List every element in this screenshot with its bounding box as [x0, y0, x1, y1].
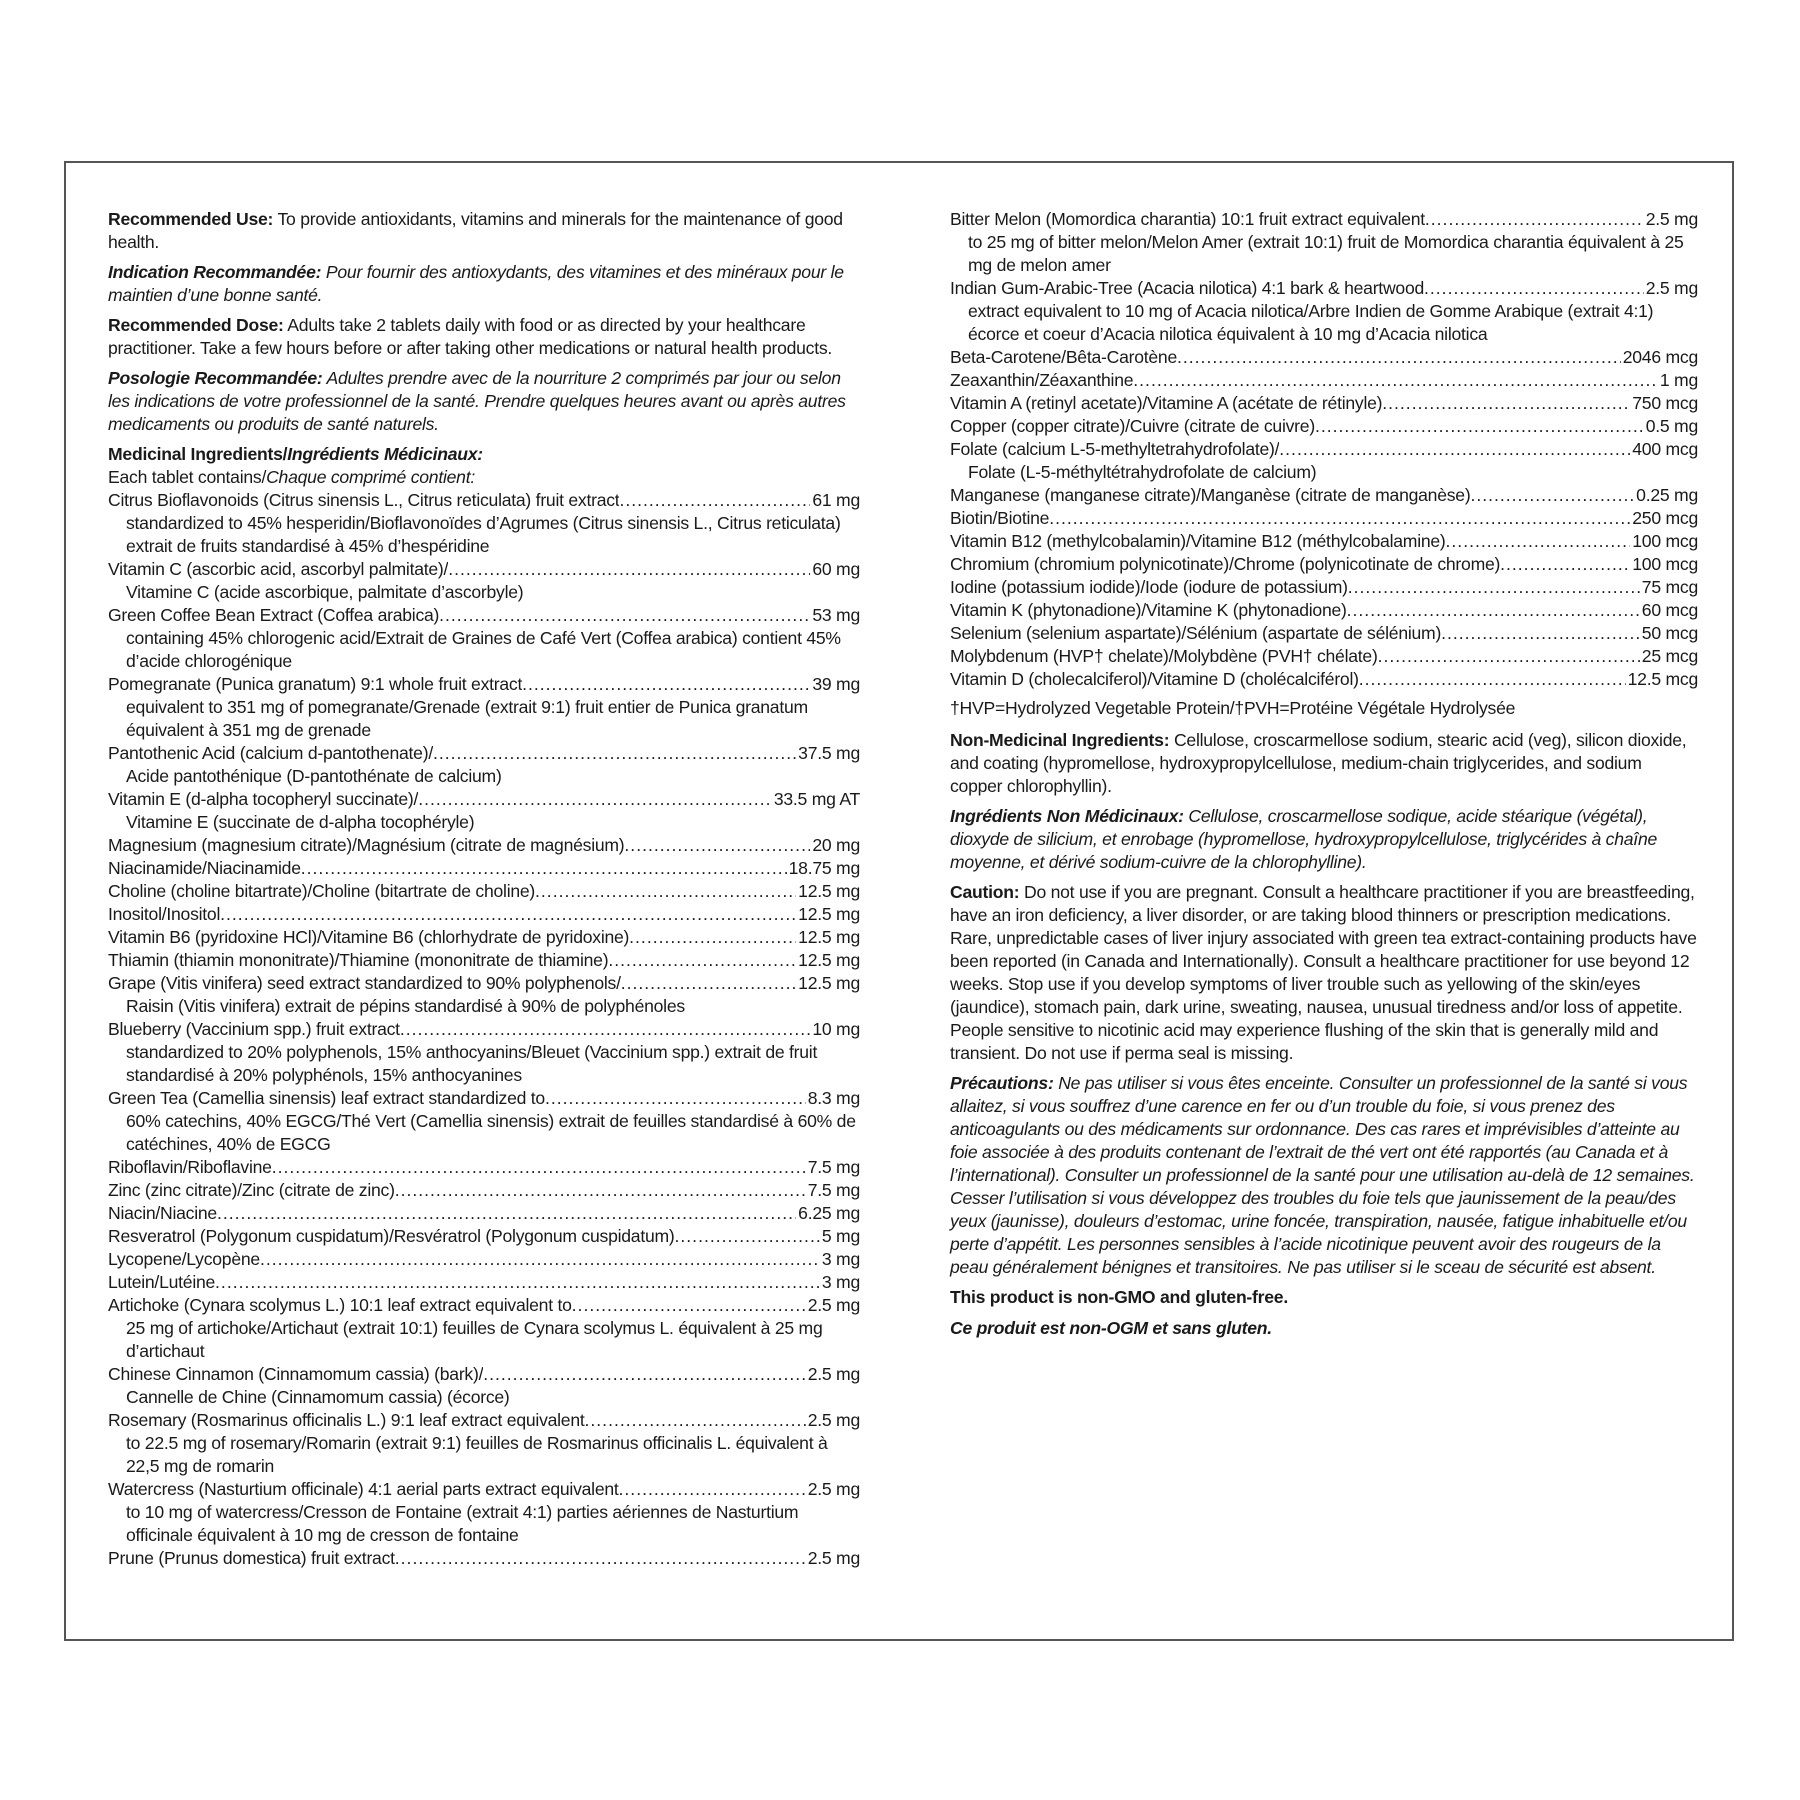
- ingredient-entry: [108, 1363, 860, 1409]
- dot-leader: [220, 903, 796, 926]
- right-ingredient-list: [950, 208, 1698, 691]
- ingredient-entry: [950, 576, 1698, 599]
- ingredient-row: [108, 489, 860, 512]
- dot-leader: [272, 1156, 806, 1179]
- ingredient-name: Zeaxanthin/Zéaxanthine: [950, 370, 1134, 390]
- dot-leader: [675, 1225, 820, 1248]
- ingredient-entry: [950, 507, 1698, 530]
- dot-leader: [418, 788, 772, 811]
- ingredient-amount: 3 mg: [821, 1272, 860, 1292]
- ingredient-row: [108, 880, 860, 903]
- ingredient-name: Magnesium (magnesium citrate)/Magnésium (citrate de magnésium): [108, 835, 625, 855]
- ingredient-amount: 75 mcg: [1641, 577, 1698, 597]
- ingredient-amount: 2.5 mg: [807, 1410, 860, 1430]
- ingredient-amount: 2.5 mg: [807, 1479, 860, 1499]
- ingredient-name: Indian Gum-Arabic-Tree (Acacia nilotica) 4:1 bark & heartwood: [950, 278, 1425, 298]
- ingredient-amount: 2.5 mg: [807, 1364, 860, 1384]
- ingredient-amount: 12.5 mg: [798, 950, 860, 970]
- ingredient-amount: 10 mg: [812, 1019, 860, 1039]
- dot-leader: [448, 558, 810, 581]
- ingredient-name: Pantothenic Acid (calcium d-pantothenate)/: [108, 743, 433, 763]
- ingredient-row: [108, 903, 860, 926]
- ingredient-amount: 12.5 mg: [798, 927, 860, 947]
- ingredient-detail: Folate (L-5-méthyltétrahydrofolate de calcium): [968, 462, 1317, 482]
- ingredient-name: Zinc (zinc citrate)/Zinc (citrate de zinc): [108, 1180, 395, 1200]
- ingredient-name: Watercress (Nasturtium officinale) 4:1 aerial parts extract equivalent: [108, 1479, 619, 1499]
- dot-leader: [1424, 277, 1644, 300]
- ingredient-detail: to 22.5 mg of rosemary/Romarin (extrait 9:1) feuilles de Rosmarinus officinalis L. équivalent à 22,5 mg de romarin: [126, 1433, 828, 1476]
- ingredient-row: [108, 788, 860, 811]
- ingredient-detail: standardized to 20% polyphenols, 15% anthocyanins/Bleuet (Vaccinium spp.) extrait de fruit standardisé à 20% polyphénols, 15% anthocyanines: [126, 1042, 818, 1085]
- ingredient-row: [108, 949, 860, 972]
- dot-leader: [585, 1409, 806, 1432]
- ingredient-entry: [108, 673, 860, 742]
- ingredient-row: [950, 530, 1698, 553]
- gmo-statement-fr: Ce produit est non-OGM et sans gluten.: [950, 1318, 1272, 1338]
- ingredient-entry: [950, 668, 1698, 691]
- ingredient-name: Rosemary (Rosmarinus officinalis L.) 9:1 leaf extract equivalent: [108, 1410, 585, 1430]
- ingredient-entry: [950, 599, 1698, 622]
- ingredient-amount: 2.5 mg: [1645, 278, 1698, 298]
- ingredient-name: Lycopene/Lycopène: [108, 1249, 260, 1269]
- ingredient-name: Artichoke (Cynara scolymus L.) 10:1 leaf extract equivalent to: [108, 1295, 572, 1315]
- dot-leader: [1348, 576, 1640, 599]
- ingredient-row: [108, 1363, 860, 1386]
- dot-leader: [621, 972, 796, 995]
- ingredient-detail: to 10 mg of watercress/Cresson de Fontaine (extrait 4:1) parties aériennes de Nasturtium officinale équivalent à 10 mg de cresson de fontaine: [126, 1502, 799, 1545]
- ingredient-name: Molybdenum (HVP† chelate)/Molybdène (PVH† chélate): [950, 646, 1378, 666]
- dot-leader: [439, 604, 810, 627]
- ingredient-name: Lutein/Lutéine: [108, 1272, 216, 1292]
- ingredient-entry: [950, 277, 1698, 346]
- ingredient-entry: [950, 645, 1698, 668]
- ingredient-name: Choline (choline bitartrate)/Choline (bitartrate de choline): [108, 881, 536, 901]
- ingredient-entry: [108, 834, 860, 857]
- ingredient-entry: [108, 1202, 860, 1225]
- ingredient-entry: [950, 208, 1698, 277]
- dot-leader: [400, 1018, 811, 1041]
- dot-leader: [535, 880, 796, 903]
- dot-leader: [1446, 530, 1631, 553]
- ingredient-entry: [108, 1087, 860, 1156]
- ingredient-row: [950, 277, 1698, 300]
- ingredient-row: [950, 576, 1698, 599]
- ingredient-row: [108, 972, 860, 995]
- dot-leader: [619, 1478, 806, 1501]
- ingredient-name: Beta-Carotene/Bêta-Carotène: [950, 347, 1177, 367]
- ingredient-amount: 100 mcg: [1632, 554, 1698, 574]
- dot-leader: [624, 834, 810, 857]
- ingredient-name: Niacinamide/Niacinamide: [108, 858, 301, 878]
- ingredient-row: [108, 1087, 860, 1110]
- ingredient-amount: 18.75 mg: [788, 858, 860, 878]
- ingredient-row: [108, 742, 860, 765]
- ingredient-row: [108, 857, 860, 880]
- ingredient-entry: [108, 788, 860, 834]
- ingredient-name: Citrus Bioflavonoids (Citrus sinensis L., Citrus reticulata) fruit extract: [108, 490, 620, 510]
- dot-leader: [608, 949, 796, 972]
- ingredient-entry: [108, 880, 860, 903]
- dot-leader: [215, 1271, 820, 1294]
- ingredient-entry: [108, 1179, 860, 1202]
- ingredient-row: [950, 553, 1698, 576]
- ingredient-detail: Raisin (Vitis vinifera) extrait de pépins standardisé à 90% de polyphénoles: [126, 996, 685, 1016]
- ingredient-amount: 6.25 mg: [798, 1203, 860, 1223]
- dot-leader: [629, 926, 796, 949]
- ingredient-entry: [108, 926, 860, 949]
- ingredient-amount: 0.5 mg: [1645, 416, 1698, 436]
- ingredient-entry: [108, 604, 860, 673]
- ingredient-amount: 20 mg: [812, 835, 860, 855]
- ingredient-name: Pomegranate (Punica granatum) 9:1 whole fruit extract: [108, 674, 523, 694]
- ingredient-name: Inositol/Inositol: [108, 904, 221, 924]
- ingredient-name: Green Coffee Bean Extract (Coffea arabica): [108, 605, 440, 625]
- non-medicinal-ingredients: Non-Medicinal Ingredients: Cellulose, croscarmellose sodium, stearic acid (veg), silicon dioxide, and coating (hypromellose, hydroxypropylcellulose, medium-chain triglycerides, and sodium copper chlorophyllin).: [950, 730, 1687, 796]
- ingredient-entry: [108, 1248, 860, 1271]
- dot-leader: [1347, 599, 1640, 622]
- ingredient-row: [108, 1478, 860, 1501]
- ingredient-row: [108, 604, 860, 627]
- ingredient-entry: [108, 949, 860, 972]
- ingredient-entry: [950, 622, 1698, 645]
- ingredient-amount: 53 mg: [812, 605, 860, 625]
- ingredient-entry: [108, 1225, 860, 1248]
- ingredient-name: Copper (copper citrate)/Cuivre (citrate de cuivre): [950, 416, 1315, 436]
- ingredient-detail: 60% catechins, 40% EGCG/Thé Vert (Camellia sinensis) extrait de feuilles standardisé à 60% de catéchines, 40% de EGCG: [126, 1111, 856, 1154]
- dot-leader: [1279, 438, 1630, 461]
- ingredient-row: [108, 1409, 860, 1432]
- ingredient-amount: 25 mcg: [1641, 646, 1698, 666]
- ingredient-name: Resveratrol (Polygonum cuspidatum)/Resvératrol (Polygonum cuspidatum): [108, 1226, 675, 1246]
- ingredient-entry: [950, 484, 1698, 507]
- ingredient-name: Manganese (manganese citrate)/Manganèse (citrate de manganèse): [950, 485, 1471, 505]
- ingredient-row: [950, 599, 1698, 622]
- ingredient-name: Prune (Prunus domestica) fruit extract: [108, 1548, 395, 1568]
- ingredient-name: Chromium (chromium polynicotinate)/Chrome (polynicotinate de chrome): [950, 554, 1501, 574]
- dot-leader: [395, 1179, 806, 1202]
- ingredient-amount: 12.5 mcg: [1627, 669, 1698, 689]
- dot-leader: [1470, 484, 1634, 507]
- ingredient-name: Vitamin C (ascorbic acid, ascorbyl palmitate)/: [108, 559, 449, 579]
- ingredient-name: Blueberry (Vaccinium spp.) fruit extract: [108, 1019, 400, 1039]
- ingredients-non-medicinaux: Ingrédients Non Médicinaux: Cellulose, croscarmellose sodique, acide stéarique (végétal), dioxyde de silicium, et enrobage (hypromellose, hydroxypropylcellulose, triglycérides à chaîne moyenne, et dérivé sodium-cuivre de la chlorophylline).: [950, 806, 1658, 872]
- ingredient-entry: [108, 1409, 860, 1478]
- dot-leader: [433, 742, 796, 765]
- ingredient-detail: Vitamine C (acide ascorbique, palmitate d’ascorbyle): [126, 582, 524, 602]
- ingredient-row: [108, 1179, 860, 1202]
- ingredient-amount: 2.5 mg: [1645, 209, 1698, 229]
- posologie-recommandee: Posologie Recommandée: Adultes prendre avec de la nourriture 2 comprimés par jour ou selon les indications de votre professionnel de la santé. Prendre quelques heures avant ou après autres medicaments ou produits de santé naturels.: [108, 368, 846, 434]
- dot-leader: [301, 857, 787, 880]
- ingredient-amount: 61 mg: [812, 490, 860, 510]
- ingredient-detail: 25 mg of artichoke/Artichaut (extrait 10:1) feuilles de Cynara scolymus L. équivalent à 25 mg d’artichaut: [126, 1318, 823, 1361]
- caution: Caution: Do not use if you are pregnant. Consult a healthcare practitioner if you are breastfeeding, have an iron deficiency, a liver disorder, or are taking blood thinners or prescription medications. Rare, unpredictable cases of liver injury associated with green tea extract-containing products have been reported (in Canada and Internationally). Consult a healthcare practitioner for use beyond 12 weeks. Stop use if you develop symptoms of liver trouble such as yellowing of the skin/eyes (jaundice), stomach pain, dark urine, sweating, nausea, unusual tiredness and/or loss of appetite. People sensitive to nicotinic acid may experience flushing of the skin that is generally mild and transient. Do not use if perma seal is missing.: [950, 882, 1697, 1063]
- ingredient-row: [108, 1294, 860, 1317]
- ingredient-detail: extract equivalent to 10 mg of Acacia nilotica/Arbre Indien de Gomme Arabique (extrait 4:1) écorce et coeur d’Acacia nilotica équivalent à 10 mg d’Acacia nilotica: [968, 301, 1654, 344]
- ingredient-name: Vitamin B6 (pyridoxine HCl)/Vitamine B6 (chlorhydrate de pyridoxine): [108, 927, 630, 947]
- dot-leader: [1359, 668, 1626, 691]
- ingredient-row: [108, 1248, 860, 1271]
- ingredient-row: [950, 622, 1698, 645]
- ingredient-row: [108, 1202, 860, 1225]
- ingredient-amount: 5 mg: [821, 1226, 860, 1246]
- ingredient-row: [108, 1018, 860, 1041]
- left-ingredient-list: [108, 489, 860, 1570]
- ingredient-detail: standardized to 45% hesperidin/Bioflavonoïdes d’Agrumes (Citrus sinensis L., Citrus reticulata) extrait de fruits standardisé à 45% d’hespéridine: [126, 513, 841, 556]
- dot-leader: [1500, 553, 1630, 576]
- ingredient-entry: [108, 1271, 860, 1294]
- ingredient-amount: 7.5 mg: [807, 1180, 860, 1200]
- dot-leader: [395, 1547, 806, 1570]
- dot-leader: [1425, 208, 1644, 231]
- dot-leader: [1378, 645, 1640, 668]
- each-tablet-contains: Each tablet contains/Chaque comprimé contient:: [108, 467, 475, 487]
- medicinal-ingredients-title: Medicinal Ingredients/Ingrédients Médicinaux:: [108, 444, 483, 464]
- ingredient-name: Niacin/Niacine: [108, 1203, 217, 1223]
- ingredient-row: [950, 507, 1698, 530]
- ingredient-name: Vitamin D (cholecalciferol)/Vitamine D (cholécalciférol): [950, 669, 1359, 689]
- ingredient-detail: to 25 mg of bitter melon/Melon Amer (extrait 10:1) fruit de Momordica charantia équivalent à 25 mg de melon amer: [968, 232, 1684, 275]
- ingredient-row: [950, 392, 1698, 415]
- dot-leader: [522, 673, 810, 696]
- ingredient-name: Vitamin B12 (methylcobalamin)/Vitamine B12 (méthylcobalamine): [950, 531, 1446, 551]
- ingredient-amount: 3 mg: [821, 1249, 860, 1269]
- ingredient-amount: 400 mcg: [1632, 439, 1698, 459]
- recommended-dose: Recommended Dose: Adults take 2 tablets daily with food or as directed by your healthcare practitioner. Take a few hours before or after taking other medications or natural health products.: [108, 315, 833, 358]
- ingredient-row: [108, 926, 860, 949]
- dot-leader: [572, 1294, 806, 1317]
- dot-leader: [1177, 346, 1621, 369]
- ingredient-name: Vitamin K (phytonadione)/Vitamine K (phytonadione): [950, 600, 1347, 620]
- ingredient-amount: 60 mcg: [1641, 600, 1698, 620]
- ingredient-amount: 250 mcg: [1632, 508, 1698, 528]
- ingredient-entry: [950, 530, 1698, 553]
- ingredient-entry: [950, 392, 1698, 415]
- dot-leader: [545, 1087, 806, 1110]
- hvp-footnote: †HVP=Hydrolyzed Vegetable Protein/†PVH=Protéine Végétale Hydrolysée: [950, 698, 1516, 718]
- ingredient-row: [950, 668, 1698, 691]
- ingredient-amount: 750 mcg: [1632, 393, 1698, 413]
- ingredient-entry: [108, 1018, 860, 1087]
- ingredient-row: [108, 1156, 860, 1179]
- ingredient-row: [950, 369, 1698, 392]
- ingredient-row: [950, 346, 1698, 369]
- ingredient-name: Vitamin A (retinyl acetate)/Vitamine A (acétate de rétinyle): [950, 393, 1383, 413]
- ingredient-amount: 12.5 mg: [798, 904, 860, 924]
- ingredient-name: Thiamin (thiamin mononitrate)/Thiamine (mononitrate de thiamine): [108, 950, 609, 970]
- ingredient-detail: Acide pantothénique (D-pantothénate de calcium): [126, 766, 502, 786]
- recommended-use: Recommended Use: To provide antioxidants, vitamins and minerals for the maintenance of good health.: [108, 209, 843, 252]
- dot-leader: [1133, 369, 1658, 392]
- ingredient-amount: 1 mg: [1659, 370, 1698, 390]
- ingredient-name: Grape (Vitis vinifera) seed extract standardized to 90% polyphenols/: [108, 973, 621, 993]
- ingredient-row: [950, 208, 1698, 231]
- dot-leader: [1382, 392, 1630, 415]
- ingredient-entry: [950, 415, 1698, 438]
- ingredient-entry: [108, 1547, 860, 1570]
- ingredient-name: Bitter Melon (Momordica charantia) 10:1 fruit extract equivalent: [950, 209, 1425, 229]
- ingredient-name: Green Tea (Camellia sinensis) leaf extract standardized to: [108, 1088, 545, 1108]
- ingredient-row: [108, 1271, 860, 1294]
- ingredient-amount: 50 mcg: [1641, 623, 1698, 643]
- ingredient-amount: 12.5 mg: [798, 881, 860, 901]
- ingredient-entry: [950, 553, 1698, 576]
- ingredient-entry: [950, 369, 1698, 392]
- ingredient-amount: 33.5 mg AT: [773, 789, 860, 809]
- ingredient-entry: [108, 1294, 860, 1363]
- ingredient-row: [108, 558, 860, 581]
- gmo-statement-en: This product is non-GMO and gluten-free.: [950, 1287, 1288, 1307]
- ingredient-detail: equivalent to 351 mg of pomegranate/Grenade (extrait 9:1) fruit entier de Punica granatum équivalent à 351 mg de grenade: [126, 697, 808, 740]
- ingredient-amount: 7.5 mg: [807, 1157, 860, 1177]
- ingredient-entry: [950, 346, 1698, 369]
- right-column: [950, 208, 1698, 1348]
- ingredient-row: [108, 834, 860, 857]
- ingredient-amount: 37.5 mg: [798, 743, 860, 763]
- ingredient-entry: [108, 857, 860, 880]
- ingredient-detail: Vitamine E (succinate de d-alpha tocophéryle): [126, 812, 475, 832]
- ingredient-name: Folate (calcium L-5-methyltetrahydrofolate)/: [950, 439, 1280, 459]
- ingredient-entry: [108, 903, 860, 926]
- ingredient-entry: [108, 1156, 860, 1179]
- ingredient-detail: Cannelle de Chine (Cinnamomum cassia) (écorce): [126, 1387, 510, 1407]
- dot-leader: [1441, 622, 1640, 645]
- ingredient-amount: 39 mg: [812, 674, 860, 694]
- ingredient-entry: [108, 489, 860, 558]
- dot-leader: [260, 1248, 820, 1271]
- ingredient-amount: 2.5 mg: [807, 1295, 860, 1315]
- ingredient-name: Riboflavin/Riboflavine: [108, 1157, 272, 1177]
- ingredient-amount: 60 mg: [812, 559, 860, 579]
- ingredient-row: [950, 484, 1698, 507]
- ingredient-row: [950, 645, 1698, 668]
- ingredient-detail: containing 45% chlorogenic acid/Extrait de Graines de Café Vert (Coffea arabica) contient 45% d’acide chlorogénique: [126, 628, 841, 671]
- dot-leader: [1049, 507, 1630, 530]
- ingredient-entry: [108, 972, 860, 1018]
- ingredient-amount: 2046 mcg: [1622, 347, 1698, 367]
- ingredient-row: [950, 438, 1698, 461]
- ingredient-row: [108, 673, 860, 696]
- ingredient-amount: 12.5 mg: [798, 973, 860, 993]
- ingredient-amount: 100 mcg: [1632, 531, 1698, 551]
- ingredient-name: Biotin/Biotine: [950, 508, 1050, 528]
- ingredient-name: Vitamin E (d-alpha tocopheryl succinate)/: [108, 789, 419, 809]
- ingredient-amount: 0.25 mg: [1636, 485, 1698, 505]
- ingredient-row: [950, 415, 1698, 438]
- ingredient-entry: [950, 438, 1698, 484]
- ingredient-entry: [108, 1478, 860, 1547]
- ingredient-entry: [108, 558, 860, 604]
- ingredient-entry: [108, 742, 860, 788]
- ingredient-amount: 8.3 mg: [807, 1088, 860, 1108]
- dot-leader: [217, 1202, 796, 1225]
- dot-leader: [1315, 415, 1644, 438]
- ingredient-name: Chinese Cinnamon (Cinnamomum cassia) (bark)/: [108, 1364, 484, 1384]
- precautions: Précautions: Ne pas utiliser si vous êtes enceinte. Consulter un professionnel de la santé si vous allaitez, si vous souffrez d’une carence en fer ou d’un trouble du foie, si vous prenez des anticoagulants ou des médicaments sur ordonnance. Des cas rares et imprévisibles d’atteinte au foie associée à des produits contenant de l’extrait de thé vert ont été rapportés (au Canada et à l’international). Consulter un professionnel de la santé pour une utilisation au-delà de 12 semaines. Cesser l’utilisation si vous développez des troubles du foie tels que jaunissement de la peau/des yeux (jaunisse), douleurs d’estomac, urine foncée, transpiration, nausée, fatigue inhabituelle et/ou perte d’appétit. Les personnes sensibles à l’acide nicotinique peuvent avoir des rougeurs de la peau généralement bénignes et transitoires. Ne pas utiliser si le sceau de sécurité est absent.: [950, 1073, 1695, 1277]
- dot-leader: [483, 1363, 805, 1386]
- ingredient-amount: 2.5 mg: [807, 1548, 860, 1568]
- ingredient-name: Selenium (selenium aspartate)/Sélénium (aspartate de sélénium): [950, 623, 1442, 643]
- ingredient-name: Iodine (potassium iodide)/Iode (iodure de potassium): [950, 577, 1348, 597]
- indication-recommandee: Indication Recommandée: Pour fournir des antioxydants, des vitamines et des minéraux pour le maintien d’une bonne santé.: [108, 262, 844, 305]
- ingredient-row: [108, 1225, 860, 1248]
- left-column: [108, 208, 860, 1570]
- dot-leader: [619, 489, 810, 512]
- ingredient-row: [108, 1547, 860, 1570]
